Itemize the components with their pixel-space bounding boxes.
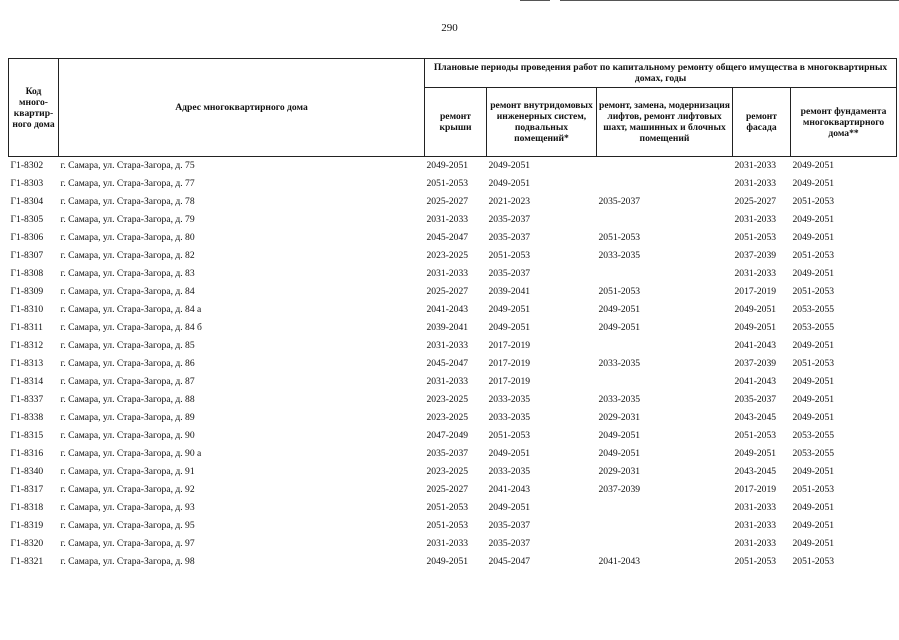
cell-code: Г1-8320 bbox=[10, 538, 44, 549]
cell-foundation: 2049-2051 bbox=[792, 160, 835, 171]
cell-roof: 2045-2047 bbox=[426, 232, 469, 243]
cell-code: Г1-8315 bbox=[10, 430, 44, 441]
table-row bbox=[9, 211, 897, 229]
cell-roof: 2025-2027 bbox=[426, 286, 469, 297]
cell-elevators: 2049-2051 bbox=[598, 322, 641, 333]
table-row bbox=[9, 427, 897, 445]
cell-address: г. Самара, ул. Стара-Загора, д. 78 bbox=[60, 196, 195, 207]
cell-code: Г1-8302 bbox=[10, 160, 44, 171]
cell-address: г. Самара, ул. Стара-Загора, д. 86 bbox=[60, 358, 195, 369]
cell-engineering: 2049-2051 bbox=[488, 322, 531, 333]
scan-edge-line bbox=[560, 0, 899, 1]
cell-facade: 2041-2043 bbox=[734, 376, 777, 387]
cell-address: г. Самара, ул. Стара-Загора, д. 80 bbox=[60, 232, 195, 243]
header-roof: ремонт крыши bbox=[425, 88, 487, 157]
cell-facade: 2037-2039 bbox=[734, 358, 777, 369]
cell-address: г. Самара, ул. Стара-Загора, д. 92 bbox=[60, 484, 195, 495]
cell-roof: 2023-2025 bbox=[426, 394, 469, 405]
cell-elevators: 2049-2051 bbox=[598, 304, 641, 315]
cell-address: г. Самара, ул. Стара-Загора, д. 87 bbox=[60, 376, 195, 387]
cell-elevators: 2049-2051 bbox=[598, 448, 641, 459]
cell-elevators bbox=[597, 517, 733, 535]
cell-address: г. Самара, ул. Стара-Загора, д. 84 bbox=[60, 286, 195, 297]
cell-elevators bbox=[597, 175, 733, 193]
cell-facade: 2031-2033 bbox=[734, 214, 777, 225]
cell-foundation: 2049-2051 bbox=[792, 376, 835, 387]
cell-engineering: 2033-2035 bbox=[488, 412, 531, 423]
table-row bbox=[9, 499, 897, 517]
cell-facade: 2041-2043 bbox=[734, 340, 777, 351]
cell-facade: 2031-2033 bbox=[734, 160, 777, 171]
cell-roof: 2051-2053 bbox=[426, 520, 469, 531]
cell-code: Г1-8308 bbox=[10, 268, 44, 279]
table-row bbox=[9, 283, 897, 301]
cell-facade: 2031-2033 bbox=[734, 502, 777, 513]
cell-roof: 2035-2037 bbox=[426, 448, 469, 459]
header-periods-group: Плановые периоды проведения работ по капитальному ремонту общего имущества в многоквартирных домах, годы bbox=[425, 59, 897, 88]
cell-foundation: 2051-2053 bbox=[792, 358, 835, 369]
cell-engineering: 2049-2051 bbox=[488, 160, 531, 171]
cell-roof: 2031-2033 bbox=[426, 538, 469, 549]
cell-roof: 2023-2025 bbox=[426, 466, 469, 477]
scan-edge-line bbox=[520, 0, 550, 1]
cell-elevators bbox=[597, 373, 733, 391]
cell-engineering: 2035-2037 bbox=[488, 268, 531, 279]
cell-foundation: 2049-2051 bbox=[792, 394, 835, 405]
cell-facade: 2051-2053 bbox=[734, 430, 777, 441]
cell-elevators: 2035-2037 bbox=[598, 196, 641, 207]
cell-facade: 2049-2051 bbox=[734, 304, 777, 315]
header-engineering: ремонт внутридомовых инженерных систем, подвальных помещений* bbox=[487, 88, 597, 157]
cell-code: Г1-8317 bbox=[10, 484, 44, 495]
cell-code: Г1-8305 bbox=[10, 214, 44, 225]
cell-facade: 2017-2019 bbox=[734, 286, 777, 297]
cell-address: г. Самара, ул. Стара-Загора, д. 90 bbox=[60, 430, 195, 441]
table-row bbox=[9, 535, 897, 553]
cell-address: г. Самара, ул. Стара-Загора, д. 88 bbox=[60, 394, 195, 405]
cell-foundation: 2051-2053 bbox=[792, 250, 835, 261]
cell-foundation: 2049-2051 bbox=[792, 412, 835, 423]
table-row bbox=[9, 247, 897, 265]
cell-code: Г1-8306 bbox=[10, 232, 44, 243]
cell-address: г. Самара, ул. Стара-Загора, д. 93 bbox=[60, 502, 195, 513]
cell-code: Г1-8316 bbox=[10, 448, 44, 459]
cell-engineering: 2021-2023 bbox=[488, 196, 531, 207]
table-body bbox=[9, 157, 897, 572]
table-row bbox=[9, 409, 897, 427]
table-row bbox=[9, 157, 897, 176]
cell-elevators: 2051-2053 bbox=[598, 232, 641, 243]
table-row bbox=[9, 355, 897, 373]
cell-elevators: 2033-2035 bbox=[598, 250, 641, 261]
cell-foundation: 2051-2053 bbox=[792, 286, 835, 297]
cell-roof: 2047-2049 bbox=[426, 430, 469, 441]
cell-address: г. Самара, ул. Стара-Загора, д. 75 bbox=[60, 160, 195, 171]
cell-foundation: 2049-2051 bbox=[792, 178, 835, 189]
cell-facade: 2031-2033 bbox=[734, 268, 777, 279]
cell-code: Г1-8340 bbox=[10, 466, 44, 477]
cell-foundation: 2051-2053 bbox=[792, 196, 835, 207]
cell-facade: 2017-2019 bbox=[734, 484, 777, 495]
cell-engineering: 2049-2051 bbox=[488, 448, 531, 459]
cell-engineering: 2035-2037 bbox=[488, 538, 531, 549]
cell-foundation: 2049-2051 bbox=[792, 502, 835, 513]
cell-elevators bbox=[597, 337, 733, 355]
cell-engineering: 2017-2019 bbox=[488, 358, 531, 369]
cell-roof: 2031-2033 bbox=[426, 214, 469, 225]
cell-code: Г1-8312 bbox=[10, 340, 44, 351]
cell-address: г. Самара, ул. Стара-Загора, д. 77 bbox=[60, 178, 195, 189]
table-row bbox=[9, 445, 897, 463]
cell-roof: 2041-2043 bbox=[426, 304, 469, 315]
cell-address: г. Самара, ул. Стара-Загора, д. 84 а bbox=[60, 304, 202, 315]
cell-code: Г1-8307 bbox=[10, 250, 44, 261]
cell-facade: 2051-2053 bbox=[734, 232, 777, 243]
cell-facade: 2049-2051 bbox=[734, 322, 777, 333]
cell-roof: 2025-2027 bbox=[426, 196, 469, 207]
cell-elevators: 2049-2051 bbox=[598, 430, 641, 441]
cell-elevators bbox=[597, 211, 733, 229]
cell-code: Г1-8303 bbox=[10, 178, 44, 189]
table-row bbox=[9, 517, 897, 535]
cell-code: Г1-8318 bbox=[10, 502, 44, 513]
cell-code: Г1-8321 bbox=[10, 556, 44, 567]
cell-foundation: 2049-2051 bbox=[792, 520, 835, 531]
table-row bbox=[9, 337, 897, 355]
cell-foundation: 2049-2051 bbox=[792, 538, 835, 549]
cell-foundation: 2053-2055 bbox=[792, 322, 835, 333]
cell-address: г. Самара, ул. Стара-Загора, д. 82 bbox=[60, 250, 195, 261]
table-row bbox=[9, 175, 897, 193]
cell-facade: 2031-2033 bbox=[734, 520, 777, 531]
cell-engineering: 2051-2053 bbox=[488, 430, 531, 441]
cell-code: Г1-8319 bbox=[10, 520, 44, 531]
cell-elevators: 2041-2043 bbox=[598, 556, 641, 567]
cell-facade: 2037-2039 bbox=[734, 250, 777, 261]
cell-code: Г1-8304 bbox=[10, 196, 44, 207]
cell-roof: 2045-2047 bbox=[426, 358, 469, 369]
table-row bbox=[9, 553, 897, 571]
cell-engineering: 2051-2053 bbox=[488, 250, 531, 261]
cell-foundation: 2053-2055 bbox=[792, 304, 835, 315]
header-address: Адрес многоквартирного дома bbox=[59, 59, 425, 157]
repair-schedule-table bbox=[8, 58, 897, 571]
table-row bbox=[9, 193, 897, 211]
cell-facade: 2031-2033 bbox=[734, 178, 777, 189]
cell-elevators: 2037-2039 bbox=[598, 484, 641, 495]
cell-address: г. Самара, ул. Стара-Загора, д. 83 bbox=[60, 268, 195, 279]
cell-engineering: 2049-2051 bbox=[488, 304, 531, 315]
cell-engineering: 2049-2051 bbox=[488, 178, 531, 189]
table-row bbox=[9, 265, 897, 283]
cell-facade: 2051-2053 bbox=[734, 556, 777, 567]
cell-engineering: 2041-2043 bbox=[488, 484, 531, 495]
cell-foundation: 2049-2051 bbox=[792, 340, 835, 351]
cell-foundation: 2051-2053 bbox=[792, 556, 835, 567]
cell-address: г. Самара, ул. Стара-Загора, д. 85 bbox=[60, 340, 195, 351]
cell-roof: 2039-2041 bbox=[426, 322, 469, 333]
cell-elevators: 2033-2035 bbox=[598, 358, 641, 369]
cell-engineering: 2017-2019 bbox=[488, 340, 531, 351]
cell-elevators: 2033-2035 bbox=[598, 394, 641, 405]
page-number: 290 bbox=[441, 22, 458, 34]
cell-code: Г1-8309 bbox=[10, 286, 44, 297]
cell-address: г. Самара, ул. Стара-Загора, д. 84 б bbox=[60, 322, 202, 333]
header-facade: ремонт фасада bbox=[733, 88, 791, 157]
cell-roof: 2031-2033 bbox=[426, 340, 469, 351]
cell-address: г. Самара, ул. Стара-Загора, д. 79 bbox=[60, 214, 195, 225]
cell-roof: 2025-2027 bbox=[426, 484, 469, 495]
cell-code: Г1-8313 bbox=[10, 358, 44, 369]
cell-engineering: 2039-2041 bbox=[488, 286, 531, 297]
cell-roof: 2051-2053 bbox=[426, 502, 469, 513]
cell-engineering: 2035-2037 bbox=[488, 520, 531, 531]
cell-elevators: 2029-2031 bbox=[598, 466, 641, 477]
cell-code: Г1-8310 bbox=[10, 304, 44, 315]
cell-engineering: 2033-2035 bbox=[488, 394, 531, 405]
table-row bbox=[9, 373, 897, 391]
cell-address: г. Самара, ул. Стара-Загора, д. 91 bbox=[60, 466, 195, 477]
cell-roof: 2023-2025 bbox=[426, 250, 469, 261]
cell-facade: 2031-2033 bbox=[734, 538, 777, 549]
cell-foundation: 2049-2051 bbox=[792, 268, 835, 279]
cell-elevators: 2029-2031 bbox=[598, 412, 641, 423]
cell-facade: 2025-2027 bbox=[734, 196, 777, 207]
header-code: Код много-квартир-ного дома bbox=[9, 59, 59, 157]
table-row bbox=[9, 463, 897, 481]
cell-roof: 2031-2033 bbox=[426, 268, 469, 279]
cell-engineering: 2035-2037 bbox=[488, 232, 531, 243]
cell-facade: 2035-2037 bbox=[734, 394, 777, 405]
cell-facade: 2049-2051 bbox=[734, 448, 777, 459]
table-row bbox=[9, 301, 897, 319]
cell-facade: 2043-2045 bbox=[734, 412, 777, 423]
cell-elevators: 2051-2053 bbox=[598, 286, 641, 297]
table-row bbox=[9, 319, 897, 337]
cell-foundation: 2049-2051 bbox=[792, 232, 835, 243]
cell-roof: 2051-2053 bbox=[426, 178, 469, 189]
cell-code: Г1-8311 bbox=[10, 322, 43, 333]
cell-foundation: 2053-2055 bbox=[792, 430, 835, 441]
cell-engineering: 2033-2035 bbox=[488, 466, 531, 477]
cell-elevators bbox=[597, 535, 733, 553]
table-row bbox=[9, 481, 897, 499]
header-elevators: ремонт, замена, модернизация лифтов, ремонт лифтовых шахт, машинных и блочных помещений bbox=[597, 88, 733, 157]
cell-foundation: 2049-2051 bbox=[792, 214, 835, 225]
table-row bbox=[9, 229, 897, 247]
cell-address: г. Самара, ул. Стара-Загора, д. 97 bbox=[60, 538, 195, 549]
cell-address: г. Самара, ул. Стара-Загора, д. 89 bbox=[60, 412, 195, 423]
cell-engineering: 2017-2019 bbox=[488, 376, 531, 387]
cell-code: Г1-8314 bbox=[10, 376, 44, 387]
cell-roof: 2023-2025 bbox=[426, 412, 469, 423]
cell-elevators bbox=[597, 265, 733, 283]
cell-roof: 2049-2051 bbox=[426, 160, 469, 171]
cell-engineering: 2045-2047 bbox=[488, 556, 531, 567]
table-header-row bbox=[9, 59, 897, 88]
cell-foundation: 2049-2051 bbox=[792, 466, 835, 477]
cell-address: г. Самара, ул. Стара-Загора, д. 90 а bbox=[60, 448, 202, 459]
cell-code: Г1-8337 bbox=[10, 394, 44, 405]
cell-elevators bbox=[597, 499, 733, 517]
cell-engineering: 2049-2051 bbox=[488, 502, 531, 513]
cell-engineering: 2035-2037 bbox=[488, 214, 531, 225]
cell-roof: 2049-2051 bbox=[426, 556, 469, 567]
cell-roof: 2031-2033 bbox=[426, 376, 469, 387]
cell-facade: 2043-2045 bbox=[734, 466, 777, 477]
cell-foundation: 2053-2055 bbox=[792, 448, 835, 459]
table-row bbox=[9, 391, 897, 409]
cell-address: г. Самара, ул. Стара-Загора, д. 98 bbox=[60, 556, 195, 567]
cell-code: Г1-8338 bbox=[10, 412, 44, 423]
cell-elevators bbox=[597, 157, 733, 176]
cell-address: г. Самара, ул. Стара-Загора, д. 95 bbox=[60, 520, 195, 531]
header-foundation: ремонт фундамента многоквартирного дома** bbox=[791, 88, 897, 157]
cell-foundation: 2051-2053 bbox=[792, 484, 835, 495]
